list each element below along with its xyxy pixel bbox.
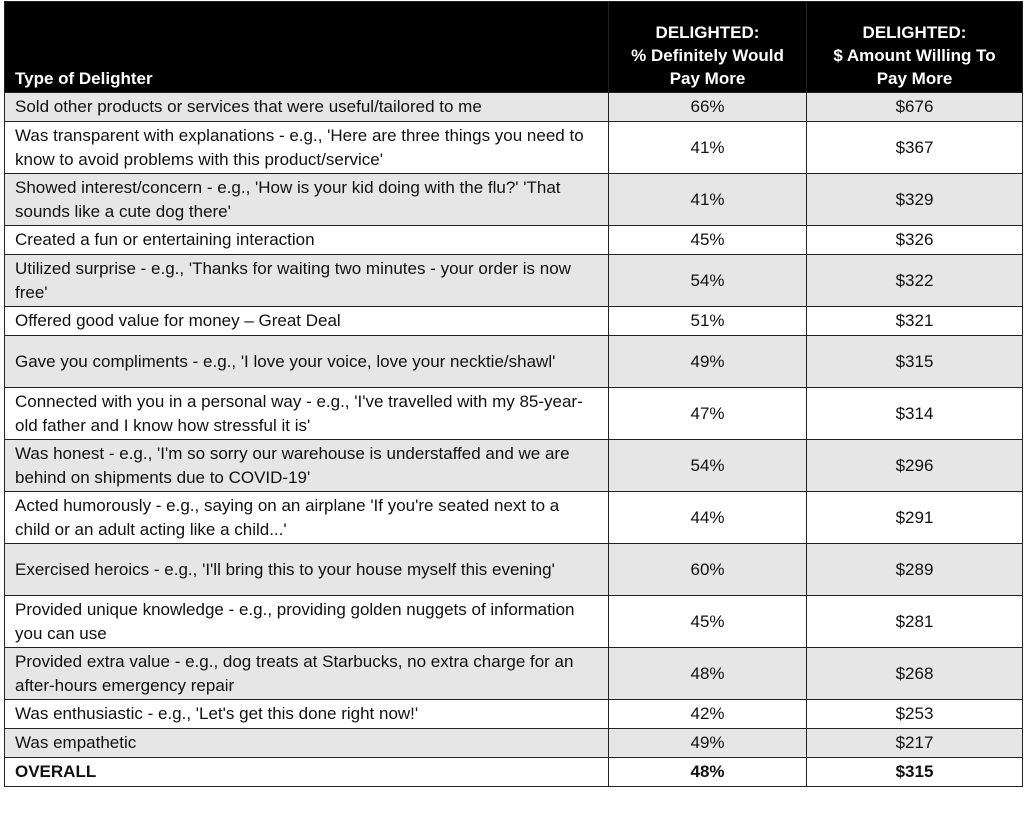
delighter-type-cell: Gave you compliments - e.g., 'I love your voice, love your necktie/shawl' bbox=[5, 336, 609, 388]
table-row bbox=[5, 336, 1023, 388]
amount-cell: $289 bbox=[807, 544, 1023, 596]
delighter-type-cell: Exercised heroics - e.g., 'I'll bring this to your house myself this evening' bbox=[5, 544, 609, 596]
table-row bbox=[5, 122, 1023, 174]
delighter-type-cell: Was empathetic bbox=[5, 729, 609, 758]
amount-cell: $676 bbox=[807, 93, 1023, 122]
pct-cell: 51% bbox=[609, 307, 807, 336]
pct-cell: 41% bbox=[609, 122, 807, 174]
pct-cell: 48% bbox=[609, 648, 807, 700]
delighter-type-cell: Acted humorously - e.g., saying on an airplane 'If you're seated next to a child or an adult acting like a child...' bbox=[5, 492, 609, 544]
header-amount-line1: DELIGHTED: bbox=[862, 23, 967, 42]
header-amount-willing-to-pay bbox=[807, 2, 1023, 93]
pct-cell: 41% bbox=[609, 174, 807, 226]
amount-cell: $326 bbox=[807, 226, 1023, 255]
amount-cell: $367 bbox=[807, 122, 1023, 174]
table-row bbox=[5, 255, 1023, 307]
pct-cell: 66% bbox=[609, 93, 807, 122]
table-row bbox=[5, 596, 1023, 648]
delighter-type-cell: Provided extra value - e.g., dog treats at Starbucks, no extra charge for an after-hours emergency repair bbox=[5, 648, 609, 700]
amount-cell: $268 bbox=[807, 648, 1023, 700]
amount-cell: $321 bbox=[807, 307, 1023, 336]
table-row bbox=[5, 440, 1023, 492]
pct-cell: 42% bbox=[609, 700, 807, 729]
overall-row bbox=[5, 758, 1023, 787]
overall-pct-cell: 48% bbox=[609, 758, 807, 787]
overall-amount-cell: $315 bbox=[807, 758, 1023, 787]
table-row bbox=[5, 648, 1023, 700]
pct-cell: 60% bbox=[609, 544, 807, 596]
header-pct-line3: Pay More bbox=[669, 69, 746, 88]
table-row bbox=[5, 700, 1023, 729]
delighter-type-cell: Was enthusiastic - e.g., 'Let's get this done right now!' bbox=[5, 700, 609, 729]
delighter-type-cell: Was honest - e.g., 'I'm so sorry our warehouse is understaffed and we are behind on shipments due to COVID-19' bbox=[5, 440, 609, 492]
amount-cell: $296 bbox=[807, 440, 1023, 492]
overall-label-cell: OVERALL bbox=[5, 758, 609, 787]
pct-cell: 47% bbox=[609, 388, 807, 440]
header-type-of-delighter: Type of Delighter bbox=[5, 2, 609, 93]
header-pct-line2: % Definitely Would bbox=[631, 46, 784, 65]
amount-cell: $314 bbox=[807, 388, 1023, 440]
table-row bbox=[5, 93, 1023, 122]
delighter-type-cell: Showed interest/concern - e.g., 'How is your kid doing with the flu?' 'That sounds like a cute dog there' bbox=[5, 174, 609, 226]
amount-cell: $322 bbox=[807, 255, 1023, 307]
pct-cell: 45% bbox=[609, 226, 807, 255]
amount-cell: $315 bbox=[807, 336, 1023, 388]
pct-cell: 54% bbox=[609, 440, 807, 492]
amount-cell: $291 bbox=[807, 492, 1023, 544]
table-row bbox=[5, 729, 1023, 758]
amount-cell: $281 bbox=[807, 596, 1023, 648]
delighter-type-cell: Created a fun or entertaining interaction bbox=[5, 226, 609, 255]
table-row bbox=[5, 174, 1023, 226]
table-row bbox=[5, 544, 1023, 596]
pct-cell: 44% bbox=[609, 492, 807, 544]
delighter-type-cell: Utilized surprise - e.g., 'Thanks for waiting two minutes - your order is now free' bbox=[5, 255, 609, 307]
header-pct-line1: DELIGHTED: bbox=[655, 23, 760, 42]
amount-cell: $253 bbox=[807, 700, 1023, 729]
delighter-type-cell: Connected with you in a personal way - e.g., 'I've travelled with my 85-year-old father and I know how stressful it is' bbox=[5, 388, 609, 440]
pct-cell: 54% bbox=[609, 255, 807, 307]
table-row bbox=[5, 307, 1023, 336]
table-row bbox=[5, 388, 1023, 440]
amount-cell: $329 bbox=[807, 174, 1023, 226]
header-row bbox=[5, 2, 1023, 93]
delighter-type-cell: Provided unique knowledge - e.g., providing golden nuggets of information you can use bbox=[5, 596, 609, 648]
delighter-type-cell: Was transparent with explanations - e.g., 'Here are three things you need to know to avoid problems with this product/service' bbox=[5, 122, 609, 174]
delighter-type-cell: Sold other products or services that were useful/tailored to me bbox=[5, 93, 609, 122]
pct-cell: 49% bbox=[609, 729, 807, 758]
header-amount-line3: Pay More bbox=[876, 69, 953, 88]
table-row bbox=[5, 492, 1023, 544]
table-row bbox=[5, 226, 1023, 255]
delighter-type-cell: Offered good value for money – Great Deal bbox=[5, 307, 609, 336]
pct-cell: 45% bbox=[609, 596, 807, 648]
amount-cell: $217 bbox=[807, 729, 1023, 758]
delighter-table bbox=[4, 1, 1023, 787]
header-amount-line2: $ Amount Willing To bbox=[833, 46, 996, 65]
pct-cell: 49% bbox=[609, 336, 807, 388]
header-pct-definitely-pay-more bbox=[609, 2, 807, 93]
